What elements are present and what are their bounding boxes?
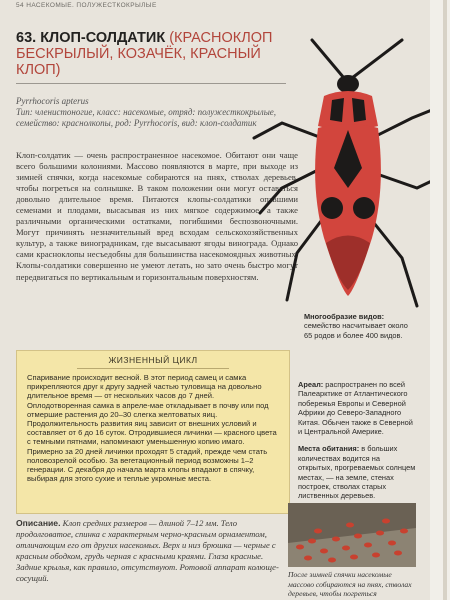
habitat-label: Места обитания:	[298, 444, 360, 454]
habitat-entry	[298, 444, 416, 500]
title-divider	[16, 83, 286, 84]
callout-title: Многообразие видов:	[304, 312, 385, 321]
main-text: Клоп-солдатик — очень распространенное насекомое. Обитают они чаще всего большими колониями. Массово появляются в марте, при выходе из зимней спячки, когда насекомые собираются на пнях, стволах деревьев, чтобы погреться на солнышке. В таком положении они могут оставаться довольно длительное время. Питаются клопы-солдатики опавшими семенами и плодами, высасывая из них мягкое содержимое, а также различными органическими остатками, погибшими беспозвоночными. Могут причинять незначительный вред всходам сельскохозяйственных культур, а также виноградникам, где высасывают ягоды винограда. Однако сами красноклопы несъедобны для большинства насекомоядных животных. Клопы-солдатики совершенно не умеют летать, но зато очень быстро могут передвигаться по вертикальным и горизонтальным поверхностям.	[16, 150, 298, 282]
firebug-illustration	[252, 38, 430, 310]
photo-caption: После зимней спячки насекомые массово собираются на пнях, стволах деревьев, чтобы погреться	[288, 570, 412, 598]
areal-text: распространен по всей Палеарктике от Атлантического побережья Европы и Северной Африки до Северо-Западного Китая. Обычен также в Северной и Центральной Америке.	[298, 380, 413, 437]
species-callout	[304, 312, 408, 340]
taxonomy-text: Тип: членистоногие, класс: насекомые, отряд: полужесткокрылые, семейство: краснолкопы, род: Pyrrhocoris, вид: клоп-солдатик	[16, 107, 277, 128]
colony-photo	[288, 503, 416, 567]
next-page-edge	[430, 0, 450, 600]
facts-column	[298, 380, 416, 509]
article-alt-names: (КРАСНОКЛОП БЕСКРЫЛЫЙ, КОЗАЧЁК, КРАСНЫЙ КЛОП)	[16, 30, 273, 78]
page-gutter	[443, 0, 447, 600]
article-name: КЛОП-СОЛДАТИК	[40, 30, 166, 46]
areal-entry	[298, 380, 416, 436]
habitat-text: в больших количествах водится на открытых, прогреваемых солнцем местах, — на земле, стенах построек, стволах старых лиственных деревьев.	[298, 444, 416, 501]
life-cycle-box	[16, 350, 290, 514]
life-cycle-title: ЖИЗНЕННЫЙ ЦИКЛ	[77, 355, 229, 369]
article-title	[16, 30, 284, 78]
article-number: 63.	[16, 30, 37, 46]
description-label: Описание.	[16, 518, 61, 528]
callout-text: семейство насчитывает около 65 родов и более 400 видов.	[304, 321, 408, 340]
description-block	[16, 518, 282, 583]
areal-label: Ареал:	[298, 380, 324, 389]
life-cycle-text: Спаривание происходит весной. В этот период самец и самка прикрепляются друг к другу задней частью туловища на довольно длительное время — от нескольких часов до 7 дней. Оплодотворенная самка в апреле-мае откладывает в почву или под отмершие растения до 20–30 слегка желтоватых яиц. Продолжительность развития яиц зависит от внешних условий и составляет от 6 до 16 суток. Отродившиеся личинки — красного цвета с темными пятнами, напоминают уменьшенную копию имаго. Примерно за 20 дней личинки проходят 5 стадий, прежде чем стать половозрелой особью. За вегетационный период возможны 1–2 генерации. С декабря до начала марта клопы впадают в спячку, выбирая для этого сухие и теплые укромные места.	[27, 373, 277, 484]
latin-name: Pyrrhocoris apterus	[16, 96, 89, 106]
description-text: Клоп средних размеров — длиной 7–12 мм. Тело продолговатое, спинка с характерным черно-красным орнаментом, отличающим его от других насекомых. Верх и низ брюшка — черные с красным ободком, грудь черная с красными краями. Глаза красные. Задние крылья, как правило, отсутствуют. Ротовой аппарат колюще-сосущий.	[16, 518, 279, 583]
bug-head	[337, 75, 359, 93]
running-head: 54 НАСЕКОМЫЕ. ПОЛУЖЕСТКОКРЫЛЫЕ	[16, 2, 157, 9]
